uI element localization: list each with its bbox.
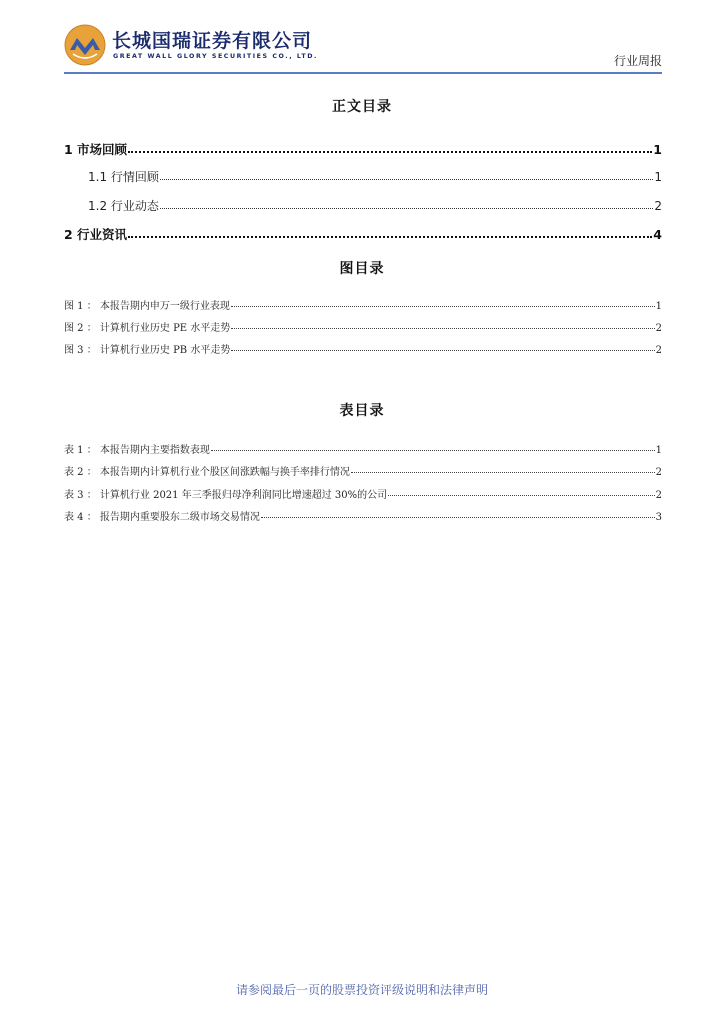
- main-toc-title: 正文目录: [332, 99, 392, 115]
- toc-entry-page: 2: [655, 323, 662, 334]
- toc-leader-dots: [261, 517, 655, 518]
- toc-entry-page: 2: [655, 345, 662, 356]
- disclaimer-footer: 请参阅最后一页的股票投资评级说明和法律声明: [235, 983, 488, 997]
- table-toc-title: 表目录: [339, 403, 385, 419]
- header-divider: [64, 72, 662, 74]
- toc-entry-page: 4: [653, 227, 662, 242]
- toc-entry-label: 图 3 ： 计算机行业历史 PB 水平走势: [64, 345, 231, 356]
- toc-entry-quote-review[interactable]: [88, 168, 662, 185]
- figure-toc-entry-1[interactable]: [64, 297, 662, 312]
- toc-entry-label: 1 市场回顾: [64, 142, 128, 157]
- toc-entry-label: 1.1 行情回顾: [88, 170, 159, 184]
- toc-entry-label: 2 行业资讯: [64, 227, 128, 242]
- toc-entry-page: 1: [653, 142, 662, 157]
- company-name-cn: 长城国瑞证券有限公司: [112, 30, 313, 52]
- toc-entry-label: 表 4 ： 报告期内重要股东二级市场交易情况: [64, 512, 260, 523]
- toc-leader-dots: [211, 450, 655, 451]
- report-type-label: 行业周报: [613, 54, 662, 68]
- company-name-en: GREAT WALL GLORY SECURITIES CO., LTD.: [113, 53, 318, 60]
- figure-toc-title: 图目录: [339, 261, 385, 277]
- toc-entry-label: 表 2 ： 本报告期内计算机行业个股区间涨跌幅与换手率排行情况: [64, 467, 350, 478]
- page-header: [64, 22, 662, 76]
- toc-entry-page: 3: [655, 512, 662, 523]
- toc-entry-page: 1: [655, 301, 662, 312]
- toc-entry-industry-info[interactable]: [64, 225, 662, 243]
- toc-entry-page: 2: [654, 199, 662, 213]
- company-logo-icon: [64, 24, 106, 66]
- toc-entry-page: 2: [655, 490, 662, 501]
- table-toc-entry-1[interactable]: [64, 441, 662, 456]
- table-toc-entry-2[interactable]: [64, 463, 662, 478]
- figure-toc-entry-3[interactable]: [64, 341, 662, 356]
- table-toc-entry-3[interactable]: [64, 486, 662, 501]
- toc-entry-label: 表 3 ： 计算机行业 2021 年三季报归母净利润同比增速超过 30%的公司: [64, 490, 388, 501]
- toc-entry-page: 1: [654, 170, 662, 184]
- toc-leader-dots: [160, 179, 653, 180]
- toc-leader-dots: [231, 350, 654, 351]
- toc-entry-label: 图 2 ： 计算机行业历史 PE 水平走势: [64, 323, 231, 334]
- toc-leader-dots: [128, 151, 652, 153]
- toc-leader-dots: [351, 472, 655, 473]
- toc-entry-market-review[interactable]: [64, 140, 662, 158]
- toc-entry-industry-news[interactable]: [88, 197, 662, 214]
- toc-leader-dots: [388, 495, 655, 496]
- toc-entry-label: 1.2 行业动态: [88, 199, 159, 213]
- table-toc-entry-4[interactable]: [64, 508, 662, 523]
- toc-leader-dots: [231, 306, 655, 307]
- toc-leader-dots: [160, 208, 653, 209]
- toc-entry-label: 表 1 ： 本报告期内主要指数表现: [64, 445, 210, 456]
- figure-toc-entry-2[interactable]: [64, 319, 662, 334]
- toc-leader-dots: [231, 328, 654, 329]
- toc-leader-dots: [128, 236, 652, 238]
- toc-entry-page: 1: [655, 445, 662, 456]
- toc-entry-label: 图 1 ： 本报告期内申万一级行业表现: [64, 301, 230, 312]
- toc-entry-page: 2: [655, 467, 662, 478]
